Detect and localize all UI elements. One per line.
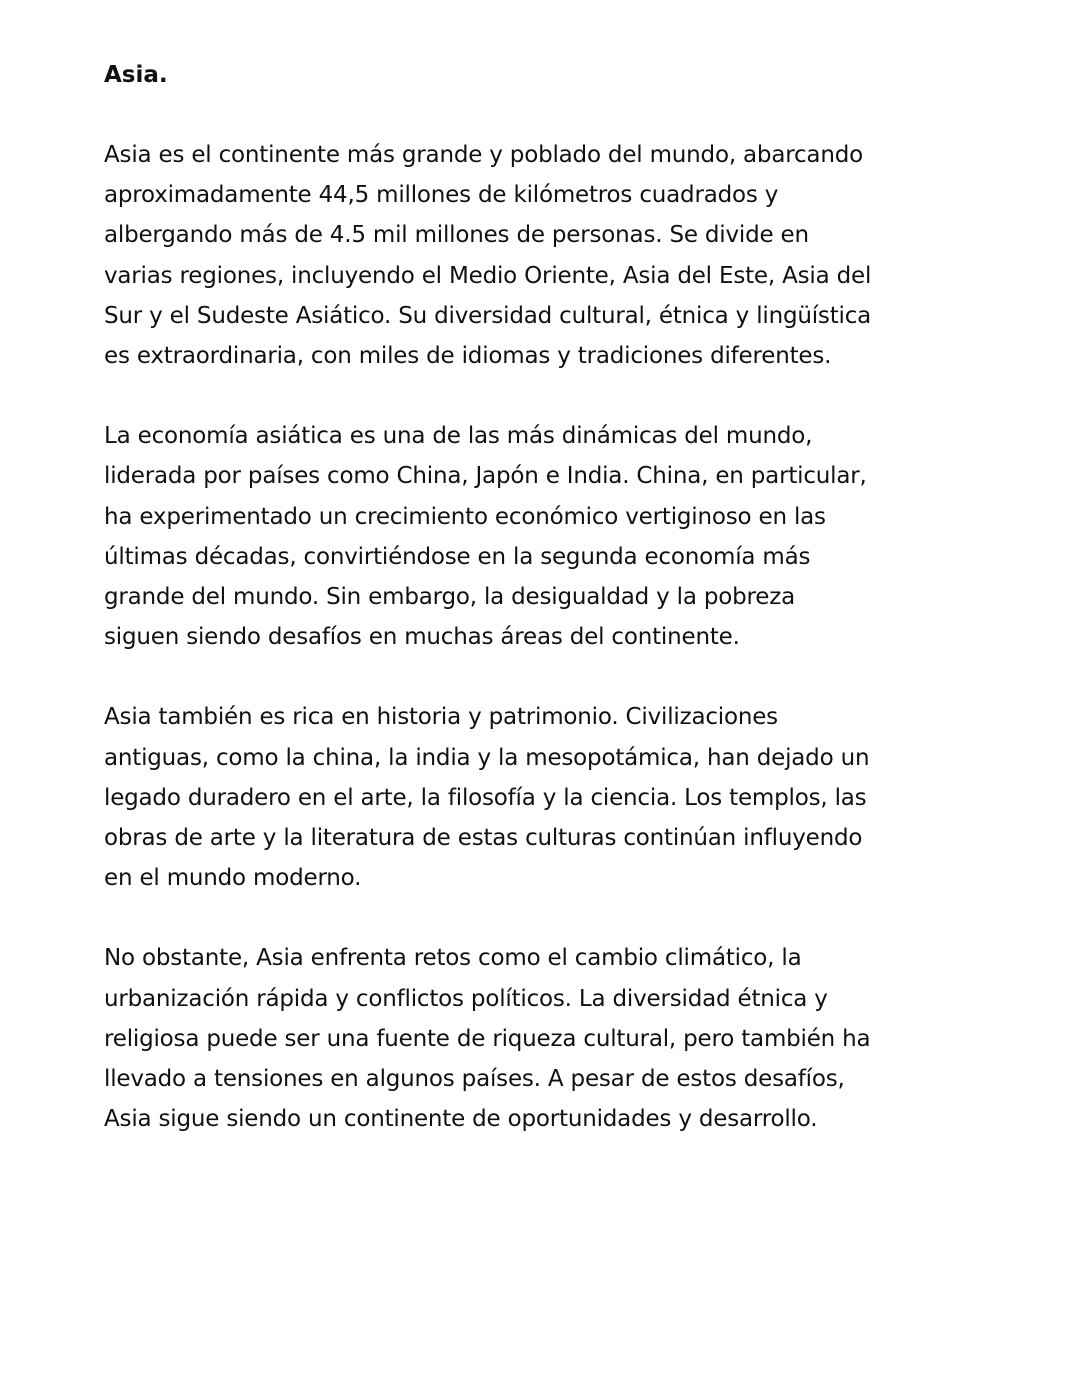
text-line: en el mundo moderno. [104,865,362,892]
text-line: urbanización rápida y conflictos políticos. La diversidad étnica y [104,985,828,1012]
document-page [104,55,914,1179]
text-line: liderada por países como China, Japón e India. China, en particular, [104,463,867,490]
text-line: Asia sigue siendo un continente de oportunidades y desarrollo. [104,1106,818,1133]
text-line: Asia es el continente más grande y poblado del mundo, abarcando [104,142,863,168]
text-line: llevado a tensiones en algunos países. A pesar de estos desafíos, [104,1066,845,1093]
text-line: es extraordinaria, con miles de idiomas y tradiciones diferentes. [104,343,832,370]
document-title: Asia. [104,62,168,88]
text-line: ha experimentado un crecimiento económico vertiginoso en las [104,503,826,530]
text-line: albergando más de 4.5 mil millones de personas. Se divide en [104,222,809,249]
paragraph-overview [104,135,914,376]
text-line: religiosa puede ser una fuente de riqueza cultural, pero también ha [104,1025,871,1052]
paragraph-challenges [104,938,914,1139]
text-line: Asia también es rica en historia y patrimonio. Civilizaciones [104,704,778,731]
text-line: La economía asiática es una de las más dinámicas del mundo, [104,423,813,450]
text-line: varias regiones, incluyendo el Medio Oriente, Asia del Este, Asia del [104,262,872,289]
text-line: aproximadamente 44,5 millones de kilómetros cuadrados y [104,182,779,209]
text-line: legado duradero en el arte, la filosofía y la ciencia. Los templos, las [104,784,867,811]
text-line: grande del mundo. Sin embargo, la desigualdad y la pobreza [104,584,796,611]
text-line: antiguas, como la china, la india y la mesopotámica, han dejado un [104,744,870,771]
text-line: siguen siendo desafíos en muchas áreas del continente. [104,624,740,651]
text-line: No obstante, Asia enfrenta retos como el cambio climático, la [104,945,802,972]
paragraph-economy [104,416,914,657]
text-line: últimas décadas, convirtiéndose en la segunda economía más [104,543,811,570]
text-line: obras de arte y la literatura de estas culturas continúan influyendo [104,825,863,852]
paragraph-history [104,697,914,898]
text-line: Sur y el Sudeste Asiático. Su diversidad cultural, étnica y lingüística [104,302,872,329]
